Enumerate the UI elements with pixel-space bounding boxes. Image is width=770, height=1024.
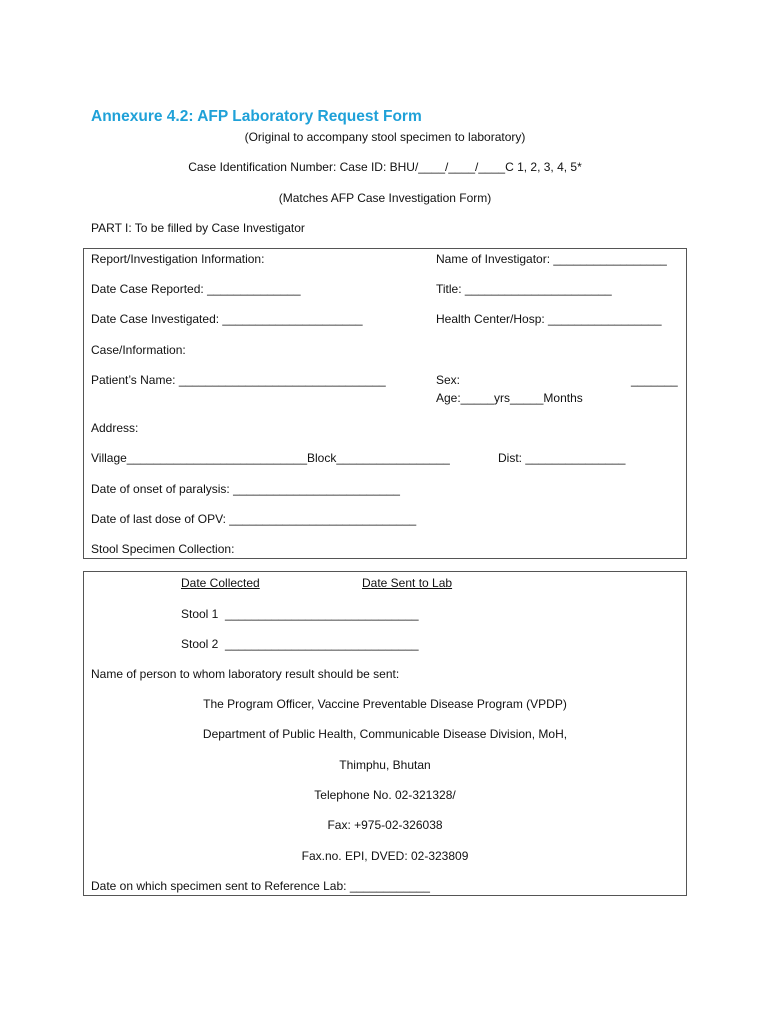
matches-note: (Matches AFP Case Investigation Form): [278, 191, 492, 205]
subtitle: (Original to accompany stool specimen to laboratory): [244, 130, 526, 144]
telephone-line: Telephone No. 02-321328/: [314, 788, 456, 802]
report-info-label: Report/Investigation Information:: [91, 252, 265, 266]
age-field[interactable]: Age:_____yrs_____Months: [436, 391, 583, 405]
city-line: Thimphu, Bhutan: [339, 758, 431, 772]
case-info-label: Case/Information:: [91, 343, 186, 357]
onset-date-field[interactable]: Date of onset of paralysis: _________________________: [91, 482, 400, 496]
sex-field[interactable]: _______: [631, 373, 678, 387]
stool2-field[interactable]: Stool 2 _____________________________: [181, 637, 419, 651]
title-field[interactable]: Title: ______________________: [436, 282, 612, 296]
village-block-field[interactable]: Village___________________________Block_________________: [91, 451, 450, 465]
part1-heading: PART I: To be filled by Case Investigator: [91, 221, 305, 235]
stool-collection-label: Stool Specimen Collection:: [91, 542, 235, 556]
date-investigated-field[interactable]: Date Case Investigated: _____________________: [91, 312, 363, 326]
health-center-field[interactable]: Health Center/Hosp: _________________: [436, 312, 662, 326]
dist-field[interactable]: Dist: _______________: [498, 451, 626, 465]
case-id-line: Case Identification Number: Case ID: BHU/____/____/____C 1, 2, 3, 4, 5*: [188, 160, 582, 174]
address-label: Address:: [91, 421, 139, 435]
department-line: Department of Public Health, Communicable Disease Division, MoH,: [202, 727, 568, 741]
sex-label: Sex:: [436, 373, 461, 387]
investigator-name-field[interactable]: Name of Investigator: _________________: [436, 252, 667, 266]
date-sent-heading: Date Sent to Lab: [362, 576, 453, 590]
result-recipient-label: Name of person to whom laboratory result should be sent:: [91, 667, 400, 681]
patient-name-field[interactable]: Patient’s Name: _______________________________: [91, 373, 386, 387]
date-collected-heading: Date Collected: [181, 576, 260, 590]
officer-line: The Program Officer, Vaccine Preventable Disease Program (VPDP): [203, 697, 567, 711]
fax-epi-line: Fax.no. EPI, DVED: 02-323809: [301, 849, 469, 863]
date-reported-field[interactable]: Date Case Reported: ______________: [91, 282, 301, 296]
page-title: Annexure 4.2: AFP Laboratory Request Form: [91, 108, 422, 125]
reference-lab-date-field[interactable]: Date on which specimen sent to Reference Lab: ____________: [91, 879, 430, 893]
fax-line: Fax: +975-02-326038: [327, 818, 443, 832]
opv-date-field[interactable]: Date of last dose of OPV: ____________________________: [91, 512, 417, 526]
stool1-field[interactable]: Stool 1 _____________________________: [181, 607, 419, 621]
